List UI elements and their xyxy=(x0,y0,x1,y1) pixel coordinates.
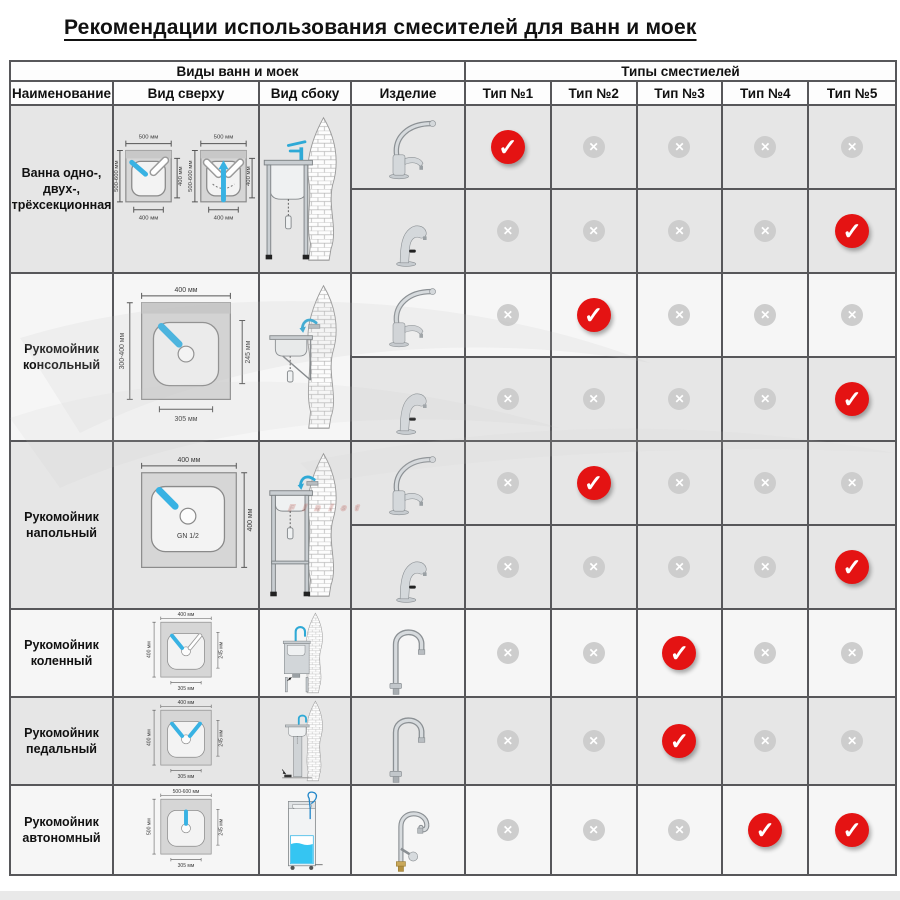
mark-cell xyxy=(723,610,809,698)
row-name-knee: Рукомойник коленный xyxy=(11,610,114,698)
top-view-cell-pedal xyxy=(114,698,260,786)
mark-icon xyxy=(497,472,519,494)
mark-icon xyxy=(497,304,519,326)
row-name-autonomous: Рукомойник автономный xyxy=(11,786,114,874)
mark-cell xyxy=(638,106,724,190)
mark-cell xyxy=(638,190,724,274)
mark-cell xyxy=(552,358,638,442)
mark-cell xyxy=(466,610,552,698)
svg-text:400 мм: 400 мм xyxy=(177,700,195,707)
mark-cell xyxy=(552,190,638,274)
mark-cell xyxy=(638,698,724,786)
mark-icon xyxy=(583,556,605,578)
mark-icon xyxy=(754,556,776,578)
mark-icon xyxy=(497,220,519,242)
row-name-bath: Ванна одно-, двух-, трёхсекционная xyxy=(11,106,114,274)
sensor-faucet-image xyxy=(360,528,456,606)
mark-icon xyxy=(497,642,519,664)
product-cell-gooseneck-valve-faucet xyxy=(352,786,466,874)
bath-side-view-image xyxy=(261,114,349,264)
mark-icon xyxy=(497,388,519,410)
gooseneck-valve-faucet-image xyxy=(367,788,449,872)
svg-text:245 мм: 245 мм xyxy=(218,641,225,659)
sensor-faucet-image xyxy=(360,192,456,270)
mark-cell xyxy=(638,442,724,526)
mark-icon xyxy=(841,730,863,752)
mark-icon xyxy=(497,819,519,841)
mark-icon xyxy=(668,136,690,158)
row-name-console: Рукомойник консольный xyxy=(11,274,114,442)
product-cell-sensor-faucet xyxy=(352,190,466,274)
mark-cell xyxy=(723,274,809,358)
col-header-type1: Тип №1 xyxy=(466,82,552,106)
recommendations-table xyxy=(9,60,897,876)
col-header-name: Наименование xyxy=(11,82,114,106)
mark-icon xyxy=(835,214,869,248)
side-view-cell-autonomous xyxy=(260,786,352,874)
mark-icon xyxy=(754,472,776,494)
mark-cell xyxy=(809,358,895,442)
group-header-mixer-types: Типы сместиелей xyxy=(466,62,895,82)
mark-cell xyxy=(809,442,895,526)
mark-cell xyxy=(723,698,809,786)
autonomous-side-view-image xyxy=(281,788,329,872)
mark-cell xyxy=(723,442,809,526)
svg-text:500 мм: 500 мм xyxy=(146,818,153,835)
product-cell-sensor-faucet xyxy=(352,526,466,610)
svg-text:400 мм: 400 мм xyxy=(213,215,234,222)
mark-cell xyxy=(552,698,638,786)
mark-cell xyxy=(466,526,552,610)
mark-icon xyxy=(841,136,863,158)
row-name-pedal: Рукомойник педальный xyxy=(11,698,114,786)
svg-text:300-400 мм: 300-400 мм xyxy=(118,332,126,370)
top-view-cell-knee xyxy=(114,610,260,698)
gooseneck-faucet-image xyxy=(367,699,449,783)
mark-cell xyxy=(638,274,724,358)
mark-cell xyxy=(552,786,638,874)
gooseneck-faucet-image xyxy=(367,611,449,695)
mark-icon xyxy=(583,136,605,158)
mark-icon xyxy=(497,556,519,578)
mark-icon xyxy=(583,220,605,242)
mark-cell xyxy=(638,786,724,874)
mark-icon xyxy=(583,730,605,752)
svg-text:305 мм: 305 мм xyxy=(177,862,195,869)
mark-cell xyxy=(466,106,552,190)
mark-icon xyxy=(835,550,869,584)
product-cell-lever-faucet xyxy=(352,442,466,526)
mark-cell xyxy=(809,526,895,610)
top-view-cell-autonomous xyxy=(114,786,260,874)
svg-text:500-600 мм: 500-600 мм xyxy=(114,160,120,192)
col-header-type3: Тип №3 xyxy=(638,82,724,106)
mark-cell xyxy=(552,610,638,698)
mark-cell xyxy=(723,786,809,874)
mark-cell xyxy=(466,358,552,442)
side-view-cell-knee xyxy=(260,610,352,698)
mark-icon xyxy=(668,220,690,242)
mark-icon xyxy=(577,466,611,500)
svg-text:500 мм: 500 мм xyxy=(138,134,159,141)
lever-faucet-image xyxy=(360,444,456,522)
col-header-top-view: Вид сверху xyxy=(114,82,260,106)
svg-text:400 мм: 400 мм xyxy=(177,456,201,464)
page-title: Рекомендации использования смесителей для ванн и моек xyxy=(64,16,697,39)
autonomous-top-view-image xyxy=(145,788,227,872)
mark-cell xyxy=(638,526,724,610)
col-header-type5: Тип №5 xyxy=(809,82,895,106)
row-name-floor: Рукомойник напольный xyxy=(11,442,114,610)
mark-icon xyxy=(668,388,690,410)
mark-cell xyxy=(809,698,895,786)
svg-text:305 мм: 305 мм xyxy=(177,773,195,780)
product-cell-sensor-faucet xyxy=(352,358,466,442)
mark-cell xyxy=(638,358,724,442)
col-header-type4: Тип №4 xyxy=(723,82,809,106)
col-header-type2: Тип №2 xyxy=(552,82,638,106)
mark-cell xyxy=(638,610,724,698)
mark-cell xyxy=(723,526,809,610)
knee-top-view-image xyxy=(145,611,227,695)
svg-text:GN 1/2: GN 1/2 xyxy=(177,532,199,540)
mark-cell xyxy=(723,106,809,190)
mark-icon xyxy=(754,642,776,664)
pedal-side-view-image xyxy=(281,699,329,783)
svg-text:400 мм: 400 мм xyxy=(174,286,198,294)
mark-icon xyxy=(835,813,869,847)
mark-icon xyxy=(841,304,863,326)
mark-icon xyxy=(662,636,696,670)
lever-faucet-image xyxy=(360,276,456,354)
console-top-view-image xyxy=(116,283,256,431)
svg-text:400 мм: 400 мм xyxy=(138,215,159,222)
mark-cell xyxy=(466,698,552,786)
mark-icon xyxy=(668,472,690,494)
mark-icon xyxy=(583,388,605,410)
knee-side-view-image xyxy=(281,611,329,695)
svg-text:245 мм: 245 мм xyxy=(245,340,253,364)
svg-text:305 мм: 305 мм xyxy=(174,416,198,424)
top-view-cell-bath xyxy=(114,106,260,274)
mark-icon xyxy=(662,724,696,758)
col-header-side-view: Вид сбоку xyxy=(260,82,352,106)
svg-text:245 мм: 245 мм xyxy=(218,729,225,747)
mark-icon xyxy=(577,298,611,332)
lever-faucet-image xyxy=(360,108,456,186)
mark-cell xyxy=(723,190,809,274)
product-cell-lever-faucet xyxy=(352,106,466,190)
col-header-product: Изделие xyxy=(352,82,466,106)
side-view-cell-console xyxy=(260,274,352,442)
svg-text:400 мм: 400 мм xyxy=(146,641,153,658)
mark-icon xyxy=(583,642,605,664)
mark-icon xyxy=(668,819,690,841)
floor-side-view-image xyxy=(261,450,349,600)
console-side-view-image xyxy=(261,282,349,432)
mark-cell xyxy=(809,274,895,358)
product-cell-gooseneck-faucet xyxy=(352,610,466,698)
floor-top-view-image xyxy=(116,451,256,599)
svg-text:400 мм: 400 мм xyxy=(177,612,195,619)
mark-icon xyxy=(668,556,690,578)
svg-text:245 мм: 245 мм xyxy=(218,818,225,836)
product-cell-gooseneck-faucet xyxy=(352,698,466,786)
mark-cell xyxy=(552,274,638,358)
mark-icon xyxy=(491,130,525,164)
mark-icon xyxy=(754,304,776,326)
product-cell-lever-faucet xyxy=(352,274,466,358)
mark-icon xyxy=(583,819,605,841)
svg-text:500 мм: 500 мм xyxy=(213,134,234,141)
svg-text:400 мм: 400 мм xyxy=(178,166,185,186)
mark-icon xyxy=(668,304,690,326)
mark-icon xyxy=(497,730,519,752)
bath-top-view-image xyxy=(114,115,258,263)
side-view-cell-pedal xyxy=(260,698,352,786)
mark-cell xyxy=(466,274,552,358)
svg-text:500-600 мм: 500-600 мм xyxy=(172,789,200,796)
mark-icon xyxy=(835,382,869,416)
footer-strip xyxy=(0,891,900,900)
svg-text:500-600 мм: 500-600 мм xyxy=(187,160,194,192)
mark-cell xyxy=(723,358,809,442)
top-view-cell-console xyxy=(114,274,260,442)
mark-icon xyxy=(754,220,776,242)
mark-cell xyxy=(466,190,552,274)
mark-icon xyxy=(841,642,863,664)
mark-cell xyxy=(809,610,895,698)
mark-icon xyxy=(754,730,776,752)
mark-cell xyxy=(552,106,638,190)
mark-cell xyxy=(466,442,552,526)
svg-text:400 мм: 400 мм xyxy=(246,166,253,186)
sensor-faucet-image xyxy=(360,360,456,438)
mark-icon xyxy=(754,388,776,410)
mark-icon xyxy=(748,813,782,847)
mark-cell xyxy=(809,190,895,274)
side-view-cell-floor xyxy=(260,442,352,610)
side-view-cell-bath xyxy=(260,106,352,274)
svg-text:400 мм: 400 мм xyxy=(146,729,153,746)
svg-text:400 мм: 400 мм xyxy=(247,508,255,532)
top-view-cell-floor xyxy=(114,442,260,610)
mark-icon xyxy=(841,472,863,494)
pedal-top-view-image xyxy=(145,699,227,783)
mark-cell xyxy=(552,526,638,610)
mark-cell xyxy=(809,786,895,874)
mark-icon xyxy=(754,136,776,158)
svg-text:305 мм: 305 мм xyxy=(177,685,195,692)
mark-cell xyxy=(809,106,895,190)
group-header-sinks: Виды ванн и моек xyxy=(11,62,466,82)
mark-cell xyxy=(466,786,552,874)
mark-cell xyxy=(552,442,638,526)
